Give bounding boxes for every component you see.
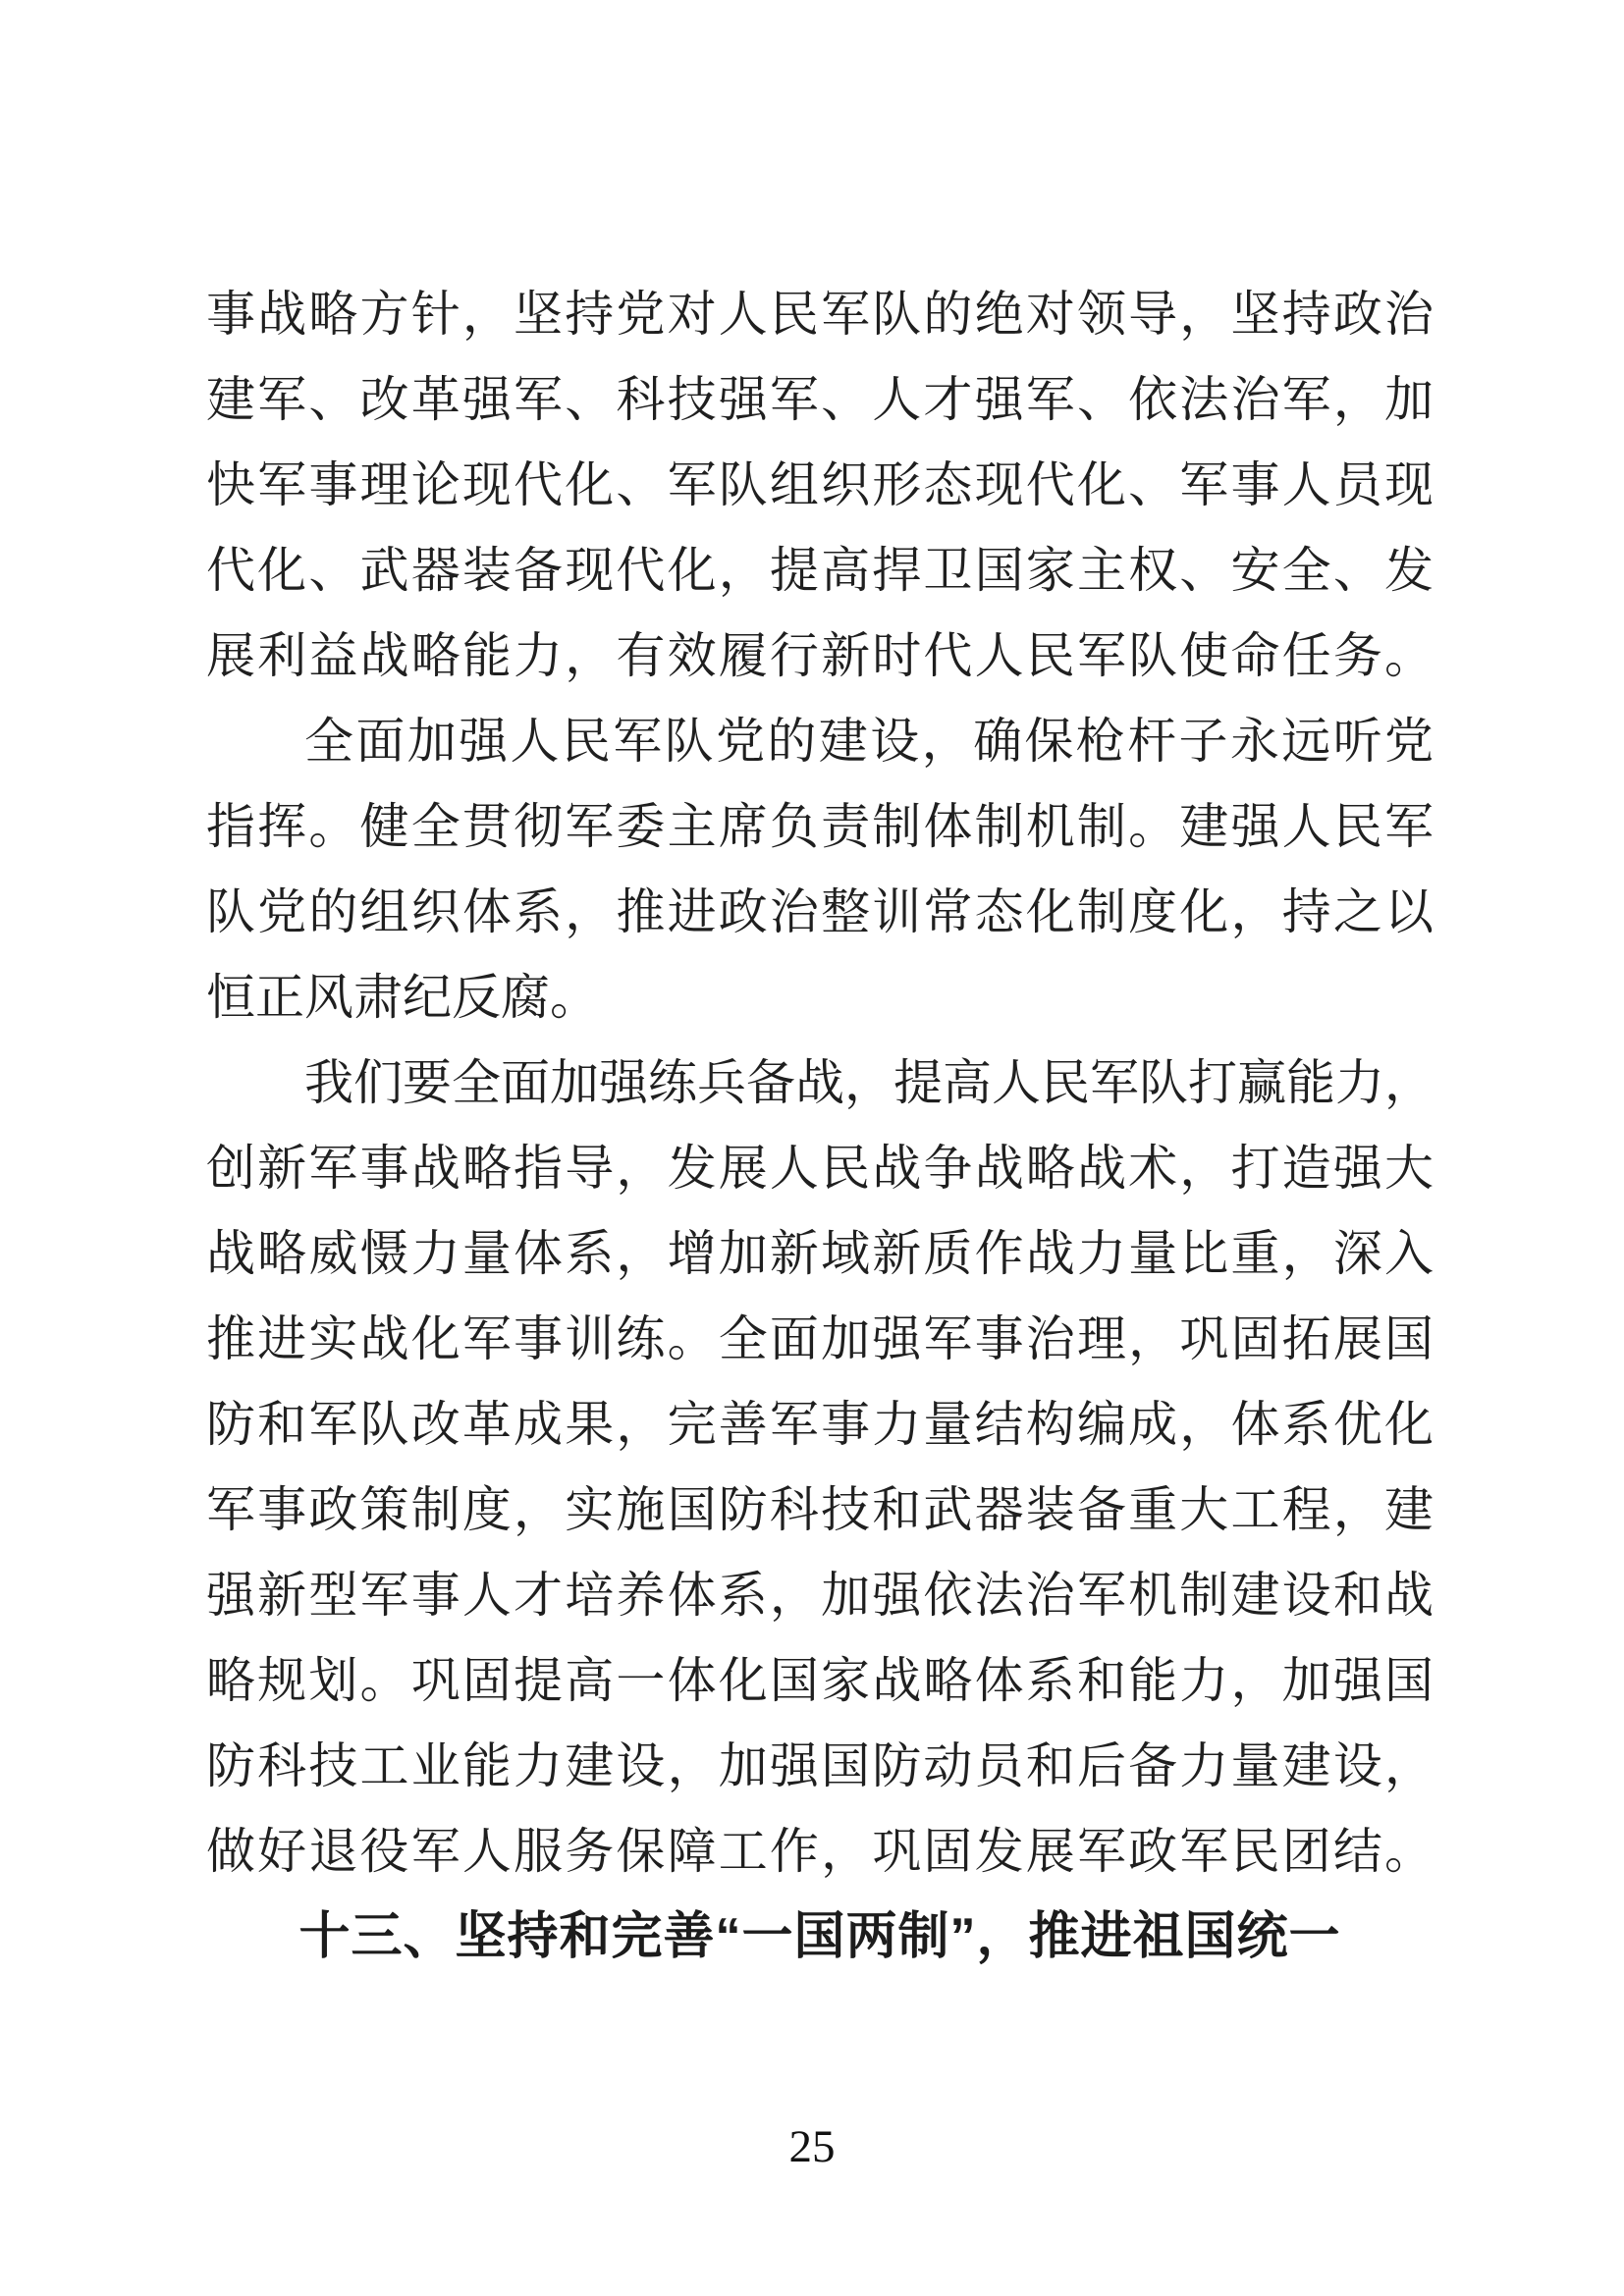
text-line: 战略威慑力量体系，增加新域新质作战力量比重，深入 — [206, 1226, 1434, 1281]
text-line: 防和军队改革成果，完善军事力量结构编成，体系优化 — [206, 1397, 1434, 1452]
text-line: 快军事理论现代化、军队组织形态现代化、军事人员现 — [206, 457, 1434, 512]
section-heading: 十三、坚持和完善“一国两制”，推进祖国统一 — [298, 1908, 1341, 1965]
text-line: 指挥。健全贯彻军委主席负责制体制机制。建强人民军 — [206, 799, 1434, 854]
text-line: 强新型军事人才培养体系，加强依法治军机制建设和战 — [206, 1568, 1434, 1623]
text-line: 全面加强人民军队党的建设，确保枪杆子永远听党 — [304, 714, 1434, 769]
text-line: 事战略方针，坚持党对人民军队的绝对领导，坚持政治 — [206, 287, 1434, 342]
document-body — [206, 272, 1434, 1980]
text-line: 代化、武器装备现代化，提高捍卫国家主权、安全、发 — [206, 543, 1434, 598]
text-line: 展利益战略能力，有效履行新时代人民军队使命任务。 — [206, 628, 1434, 683]
page-number: 25 — [788, 2121, 836, 2172]
text-line: 防科技工业能力建设，加强国防动员和后备力量建设， — [206, 1738, 1434, 1793]
text-line: 恒正风肃纪反腐。 — [206, 970, 599, 1025]
text-line: 创新军事战略指导，发展人民战争战略战术，打造强大 — [206, 1141, 1434, 1196]
text-line: 推进实战化军事训练。全面加强军事治理，巩固拓展国 — [206, 1311, 1434, 1366]
text-line: 略规划。巩固提高一体化国家战略体系和能力，加强国 — [206, 1653, 1434, 1708]
text-line: 队党的组织体系，推进政治整训常态化制度化，持之以 — [206, 884, 1434, 939]
text-line: 建军、改革强军、科技强军、人才强军、依法治军，加 — [206, 372, 1434, 427]
text-line: 做好退役军人服务保障工作，巩固发展军政军民团结。 — [206, 1824, 1434, 1879]
text-line: 军事政策制度，实施国防科技和武器装备重大工程，建 — [206, 1482, 1434, 1537]
text-line: 我们要全面加强练兵备战，提高人民军队打赢能力， — [304, 1055, 1434, 1110]
